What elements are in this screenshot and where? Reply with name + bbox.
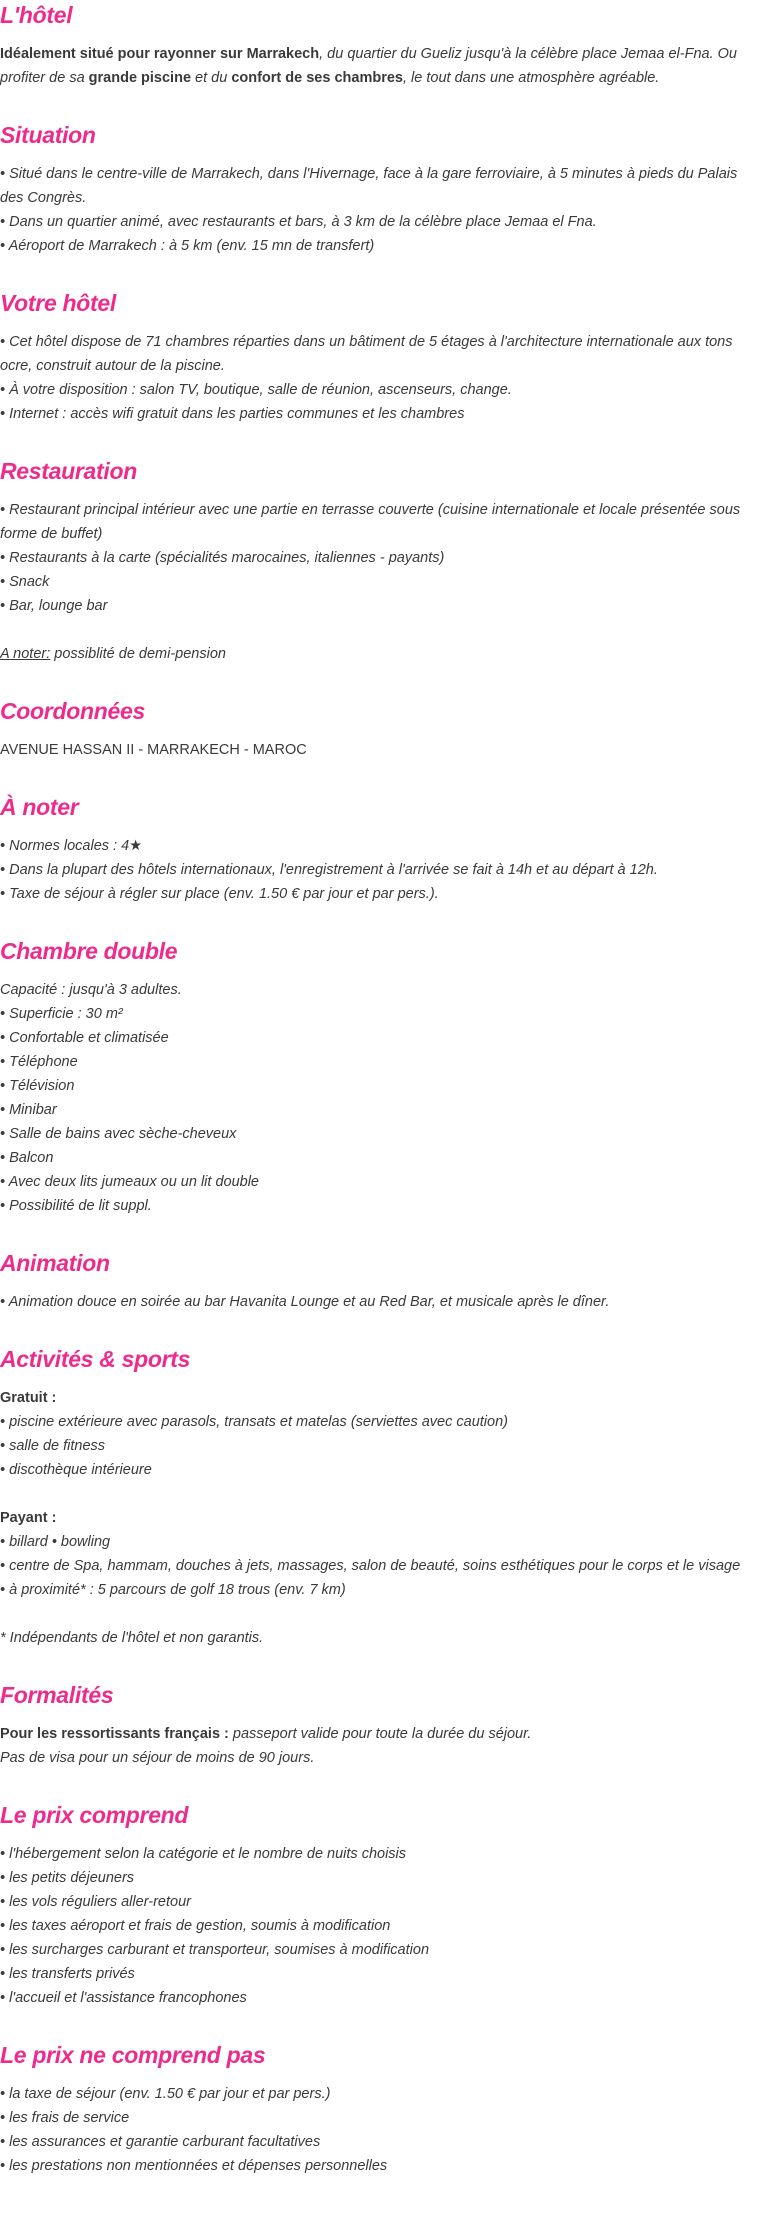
list-item: • Superficie : 30 m² [0,1006,123,1022]
list-item: • les frais de service [0,2110,130,2126]
hotel-intro [0,42,758,90]
formalites-body [0,1722,758,1770]
prix-comprend-list [0,1842,758,2010]
list-item: • À votre disposition : salon TV, boutique, salle de réunion, ascenseurs, change. [0,382,512,398]
list-item: • salle de fitness [0,1438,106,1454]
intro-text-3: , le tout dans une atmosphère agréable. [402,70,660,86]
list-item: • Animation douce en soirée au bar Havanita Lounge et au Red Bar, et musicale après le dîner. [0,1294,610,1310]
restauration-list [0,498,758,666]
list-item: • les taxes aéroport et frais de gestion, soumis à modification [0,1918,391,1934]
list-item: • Snack [0,574,50,590]
list-item: • billard • bowling [0,1534,111,1550]
list-item: • Aéroport de Marrakech : à 5 km (env. 15 mn de transfert) [0,238,375,254]
section-votre-hotel [0,288,758,426]
votre-hotel-list [0,330,758,426]
list-item: • Confortable et climatisée [0,1030,169,1046]
section-hotel [0,0,758,90]
section-title-hotel: L'hôtel [0,2,73,28]
list-item: • Télévision [0,1078,75,1094]
section-coordonnees [0,696,758,762]
intro-bold-1: Idéalement situé pour rayonner sur Marrakech [0,46,320,62]
note-label: A noter: [0,646,51,662]
list-item: • Internet : accès wifi gratuit dans les parties communes et les chambres [0,406,465,422]
list-item: • les petits déjeuners [0,1870,135,1886]
list-item: • l'hébergement selon la catégorie et le nombre de nuits choisis [0,1846,407,1862]
section-restauration [0,456,758,666]
section-situation [0,120,758,258]
prix-ne-comprend-list [0,2082,758,2178]
footnote: * Indépendants de l'hôtel et non garantis. [0,1630,264,1646]
list-item: • Téléphone [0,1054,78,1070]
formalites-line2: Pas de visa pour un séjour de moins de 90 jours. [0,1750,315,1766]
intro-bold-2: grande piscine [88,70,192,86]
list-item: • Normes locales : 4★ [0,838,143,854]
section-prix-ne-comprend [0,2040,758,2178]
address: AVENUE HASSAN II - MARRAKECH - MAROC [0,742,307,758]
intro-text-1: , du quartier du Gueliz jusqu'à la célèbre place Jemaa el-Fna. Ou profiter de sa [0,46,737,86]
list-item: • Balcon [0,1150,54,1166]
list-item: • les surcharges carburant et transporteur, soumises à modification [0,1942,430,1958]
situation-list [0,162,758,258]
section-title-votre-hotel: Votre hôtel [0,290,116,316]
list-item: • Restaurants à la carte (spécialités marocaines, italiennes - payants) [0,550,445,566]
intro-text-2: et du [191,70,232,86]
list-item: • discothèque intérieure [0,1462,152,1478]
list-item: • Dans un quartier animé, avec restaurants et bars, à 3 km de la célèbre place Jemaa el Fna. [0,214,597,230]
formalites-text: passeport valide pour toute la durée du séjour. [228,1726,532,1742]
list-item: • Bar, lounge bar [0,598,108,614]
section-title-coordonnees: Coordonnées [0,698,145,724]
activites-list [0,1386,758,1650]
list-item: • Restaurant principal intérieur avec une partie en terrasse couverte (cuisine internationale et locale présentée sous forme de buffet) [0,502,741,542]
section-animation [0,1248,758,1314]
section-title-formalites: Formalités [0,1682,114,1708]
list-item: • Dans la plupart des hôtels internationaux, l'enregistrement à l'arrivée se fait à 14h et au départ à 12h. [0,862,658,878]
list-item: • Situé dans le centre-ville de Marrakech, dans l'Hivernage, face à la gare ferroviaire, à 5 minutes à pieds du Palais des Congrès. [0,166,738,206]
list-item: • Possibilité de lit suppl. [0,1198,152,1214]
list-item: • Salle de bains avec sèche-cheveux [0,1126,237,1142]
free-label: Gratuit : [0,1390,57,1406]
section-a-noter [0,792,758,906]
note-text: possiblité de demi-pension [50,646,226,662]
section-chambre-double [0,936,758,1218]
section-title-activites: Activités & sports [0,1346,191,1372]
section-title-animation: Animation [0,1250,110,1276]
a-noter-list [0,834,758,906]
paid-label: Payant : [0,1510,57,1526]
list-item: • les prestations non mentionnées et dépenses personnelles [0,2158,388,2174]
chambre-list [0,978,758,1218]
formalites-label: Pour les ressortissants français : [0,1726,229,1742]
animation-list [0,1290,758,1314]
section-title-a-noter: À noter [0,794,79,820]
list-item: • les assurances et garantie carburant facultatives [0,2134,321,2150]
list-item: • piscine extérieure avec parasols, transats et matelas (serviettes avec caution) [0,1414,508,1430]
list-item: • centre de Spa, hammam, douches à jets, massages, salon de beauté, soins esthétiques pour le corps et le visage [0,1558,741,1574]
section-formalites [0,1680,758,1770]
list-item: Capacité : jusqu'à 3 adultes. [0,982,182,998]
restauration-note [0,642,758,666]
list-item: • Avec deux lits jumeaux ou un lit double [0,1174,259,1190]
list-item: • la taxe de séjour (env. 1.50 € par jour et par pers.) [0,2086,331,2102]
list-item: • Taxe de séjour à régler sur place (env. 1.50 € par jour et par pers.). [0,886,439,902]
section-title-prix-comprend: Le prix comprend [0,1802,189,1828]
intro-bold-3: confort de ses chambres [231,70,403,86]
section-title-prix-ne-comprend: Le prix ne comprend pas [0,2042,266,2068]
list-item: • à proximité* : 5 parcours de golf 18 trous (env. 7 km) [0,1582,346,1598]
section-title-restauration: Restauration [0,458,137,484]
section-activites [0,1344,758,1650]
list-item: • Minibar [0,1102,57,1118]
section-prix-comprend [0,1800,758,2010]
list-item: • les vols réguliers aller-retour [0,1894,191,1910]
section-title-chambre-double: Chambre double [0,938,178,964]
list-item: • l'accueil et l'assistance francophones [0,1990,247,2006]
list-item: • Cet hôtel dispose de 71 chambres réparties dans un bâtiment de 5 étages à l'architecture internationale aux tons ocre, construit autour de la piscine. [0,334,733,374]
section-title-situation: Situation [0,122,96,148]
list-item: • les transferts privés [0,1966,135,1982]
